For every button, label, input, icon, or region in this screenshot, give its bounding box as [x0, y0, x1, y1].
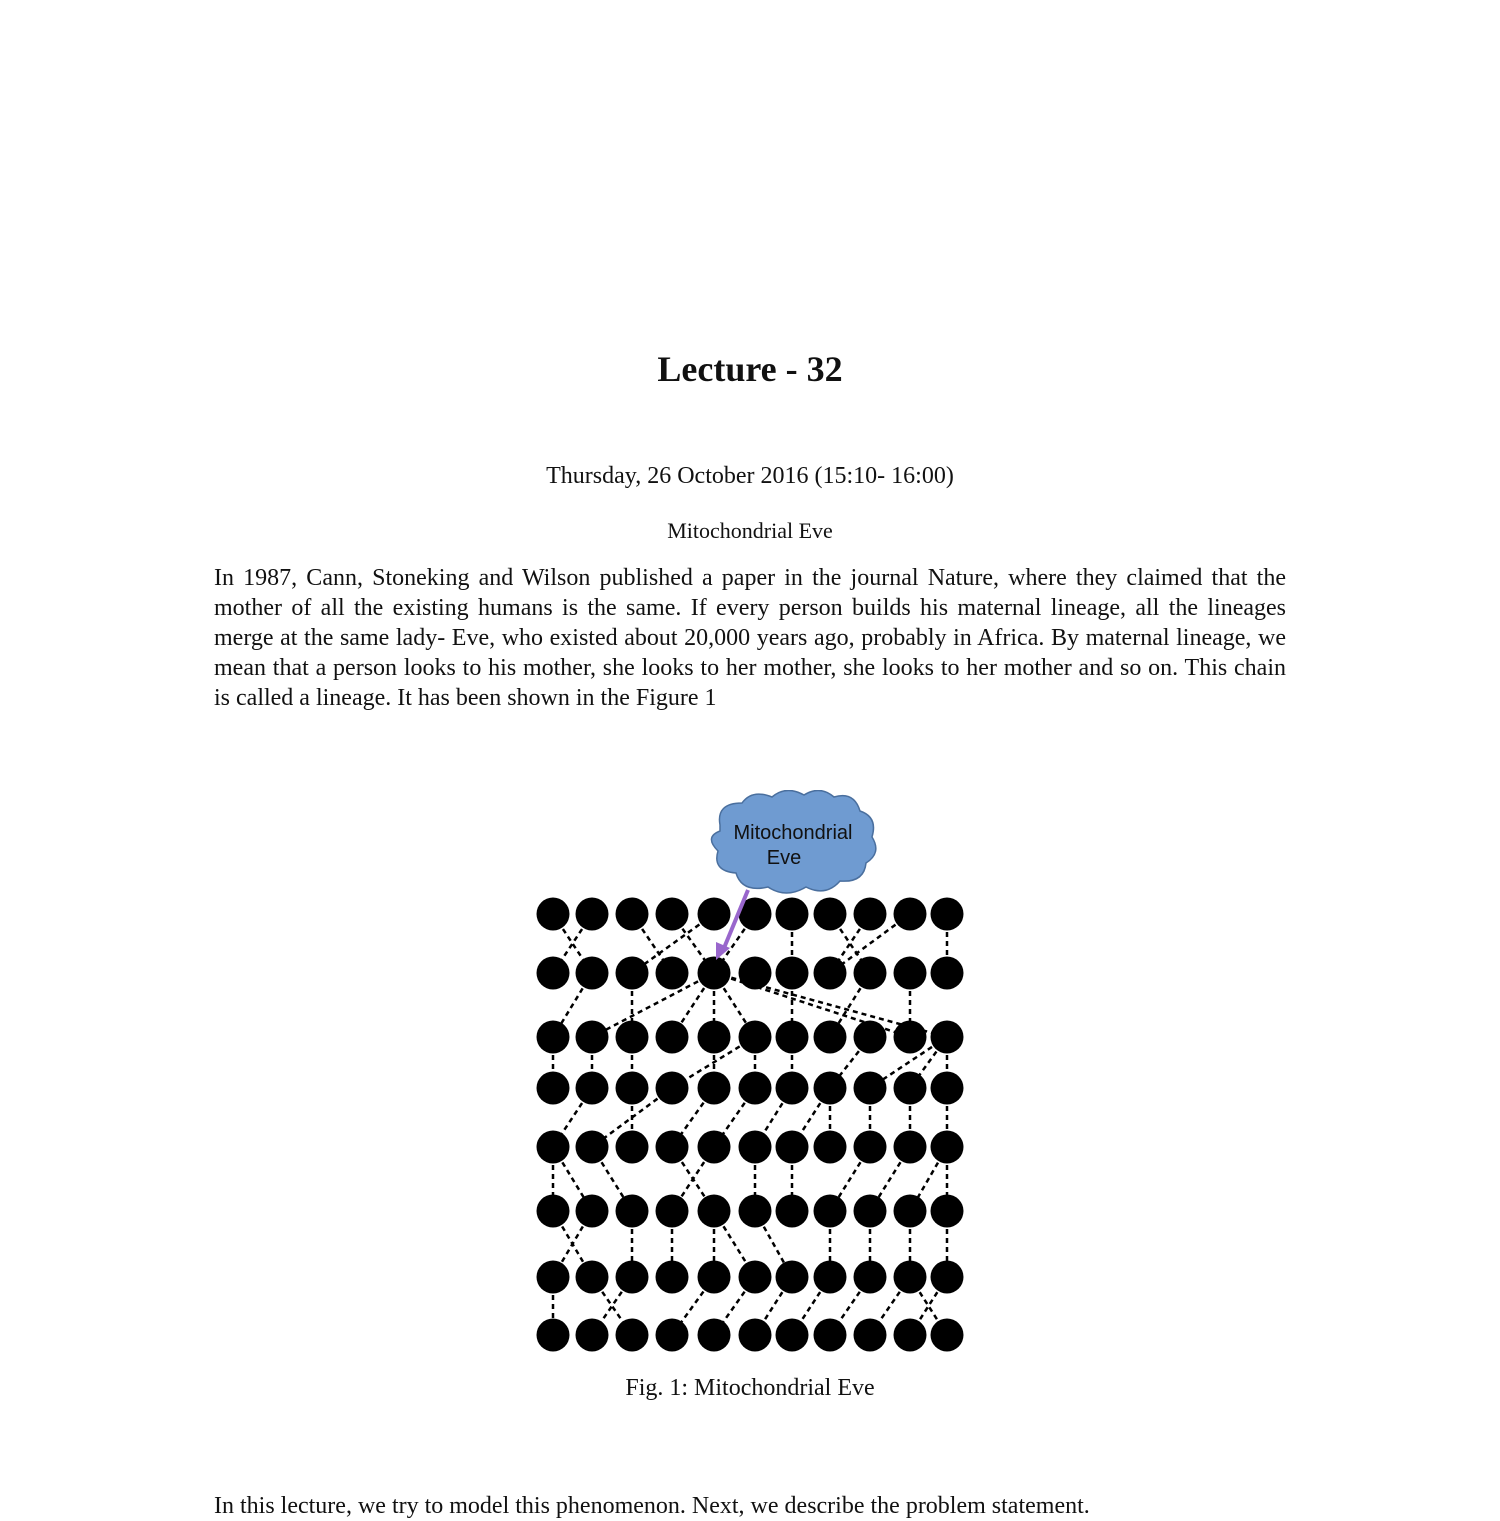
person-node [739, 1319, 772, 1352]
person-node [576, 957, 609, 990]
person-node [616, 898, 649, 931]
person-node [854, 1261, 887, 1294]
person-node [814, 1319, 847, 1352]
person-node [537, 1261, 570, 1294]
person-node [814, 1195, 847, 1228]
person-node [776, 1195, 809, 1228]
person-node [537, 957, 570, 990]
person-node [656, 957, 689, 990]
cloud-label-line1: Mitochondrial [733, 822, 853, 844]
person-node [814, 1261, 847, 1294]
person-node [894, 1021, 927, 1054]
person-node [776, 957, 809, 990]
person-node [656, 1261, 689, 1294]
person-node [656, 898, 689, 931]
person-node [776, 1319, 809, 1352]
person-node [739, 1131, 772, 1164]
person-node [814, 957, 847, 990]
person-node [814, 1131, 847, 1164]
person-node [814, 1072, 847, 1105]
person-node [537, 1319, 570, 1352]
person-node [616, 1319, 649, 1352]
person-node [894, 1261, 927, 1294]
person-node [894, 1131, 927, 1164]
person-node [931, 1072, 964, 1105]
lecture-title: Lecture - 32 [657, 349, 843, 389]
person-node [576, 898, 609, 931]
person-node [537, 898, 570, 931]
person-node [698, 898, 731, 931]
person-node [656, 1131, 689, 1164]
person-node [814, 898, 847, 931]
person-node [894, 898, 927, 931]
person-node [776, 1072, 809, 1105]
person-node [931, 1195, 964, 1228]
person-node [698, 1319, 731, 1352]
person-node [656, 1195, 689, 1228]
person-node [537, 1195, 570, 1228]
cloud-callout [711, 790, 875, 893]
person-node [854, 1195, 887, 1228]
cloud-label-line2: Eve [766, 847, 802, 869]
person-node [698, 1072, 731, 1105]
person-node [854, 1021, 887, 1054]
person-node [616, 1261, 649, 1294]
person-node [931, 1319, 964, 1352]
person-node [776, 1021, 809, 1054]
eve-node [698, 957, 731, 990]
person-node [776, 1131, 809, 1164]
figure-caption: Fig. 1: Mitochondrial Eve [625, 1375, 875, 1401]
person-node [537, 1131, 570, 1164]
person-node [739, 1021, 772, 1054]
person-node [537, 1021, 570, 1054]
mitochondrial-eve-figure [520, 790, 990, 1360]
person-node [931, 1021, 964, 1054]
person-node [656, 1021, 689, 1054]
person-node [931, 1261, 964, 1294]
person-node [576, 1319, 609, 1352]
person-node [616, 1072, 649, 1105]
person-node [576, 1072, 609, 1105]
intro-paragraph: In 1987, Cann, Stoneking and Wilson published a paper in the journal Nature, where they claimed that the mother of all the existing humans is the same. If every person builds his maternal lineage, all the lineages merge at the same lady- Eve, who existed about 20,000 years ago, probably in Africa. By maternal lineage, we mean that a person looks to his mother, she looks to her mother, she looks to her mother and so on. This chain is called a lineage. It has been shown in the Figure 1 [214, 565, 1286, 711]
person-node [854, 898, 887, 931]
person-nodes [537, 898, 964, 1352]
person-node [739, 1072, 772, 1105]
person-node [616, 1021, 649, 1054]
person-node [698, 1021, 731, 1054]
person-node [894, 1072, 927, 1105]
person-node [576, 1261, 609, 1294]
person-node [537, 1072, 570, 1105]
person-node [739, 1261, 772, 1294]
person-node [894, 1195, 927, 1228]
person-node [616, 957, 649, 990]
next-paragraph: In this lecture, we try to model this phenomenon. Next, we describe the problem statement. [214, 1493, 1090, 1519]
person-node [656, 1319, 689, 1352]
person-node [739, 957, 772, 990]
person-node [576, 1195, 609, 1228]
person-node [931, 1131, 964, 1164]
person-node [656, 1072, 689, 1105]
person-node [616, 1195, 649, 1228]
person-node [894, 1319, 927, 1352]
person-node [776, 898, 809, 931]
person-node [698, 1131, 731, 1164]
person-node [894, 957, 927, 990]
person-node [698, 1261, 731, 1294]
lineage-edge [592, 973, 714, 1037]
person-node [931, 898, 964, 931]
person-node [698, 1195, 731, 1228]
person-node [854, 1131, 887, 1164]
person-node [814, 1021, 847, 1054]
person-node [854, 957, 887, 990]
person-node [576, 1131, 609, 1164]
lecture-date: Thursday, 26 October 2016 (15:10- 16:00) [546, 463, 954, 489]
person-node [739, 1195, 772, 1228]
person-node [854, 1319, 887, 1352]
person-node [776, 1261, 809, 1294]
person-node [576, 1021, 609, 1054]
person-node [616, 1131, 649, 1164]
person-node [854, 1072, 887, 1105]
person-node [931, 957, 964, 990]
lecture-subtitle: Mitochondrial Eve [667, 518, 833, 543]
